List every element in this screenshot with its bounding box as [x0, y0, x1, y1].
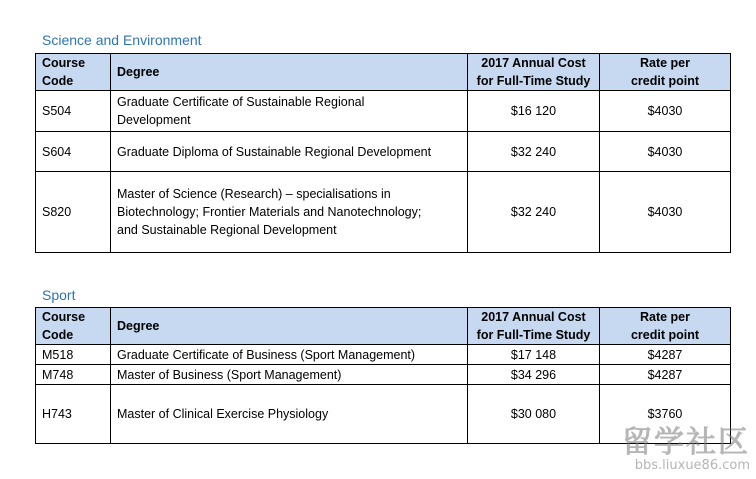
annual-cost: $34 296 — [468, 365, 600, 385]
degree-name — [111, 91, 468, 132]
fees-table-science — [35, 53, 731, 253]
degree-name: Master of Clinical Exercise Physiology — [111, 385, 468, 444]
header-rate-line1: Rate per — [639, 56, 691, 70]
header-course-code-line1: Course — [42, 310, 86, 324]
header-course-code-line2: Code — [42, 74, 74, 88]
credit-point-rate: $4287 — [600, 345, 731, 365]
header-annual-cost-line2: for Full-Time Study — [476, 74, 591, 88]
course-code: S604 — [36, 132, 111, 172]
table-header-row — [36, 54, 731, 91]
degree-line: Graduate Diploma of Sustainable Regional Development — [117, 144, 432, 159]
credit-point-rate: $3760 — [600, 385, 731, 444]
degree-name — [111, 172, 468, 253]
course-code: M748 — [36, 365, 111, 385]
annual-cost: $30 080 — [468, 385, 600, 444]
header-rate-line2: credit point — [630, 74, 700, 88]
degree-name: Master of Business (Sport Management) — [111, 365, 468, 385]
header-rate — [600, 308, 731, 345]
header-degree: Degree — [111, 308, 468, 345]
credit-point-rate: $4287 — [600, 365, 731, 385]
credit-point-rate: $4030 — [600, 132, 731, 172]
course-code: S504 — [36, 91, 111, 132]
header-rate-line1: Rate per — [639, 310, 691, 324]
degree-line: Development — [117, 113, 191, 127]
header-course-code — [36, 308, 111, 345]
annual-cost: $32 240 — [468, 172, 600, 253]
course-code: S820 — [36, 172, 111, 253]
degree-name: Graduate Certificate of Business (Sport Management) — [111, 345, 468, 365]
degree-name — [111, 132, 468, 172]
section-title-sport: Sport — [42, 287, 76, 303]
watermark-logo — [622, 427, 750, 473]
table-row — [36, 91, 731, 132]
watermark-main-text: 留学社区 — [622, 425, 750, 460]
header-annual-cost — [468, 54, 600, 91]
header-course-code-line1: Course — [42, 56, 86, 70]
table-row — [36, 132, 731, 172]
table-row — [36, 365, 731, 385]
degree-line: and Sustainable Regional Development — [117, 223, 337, 237]
header-course-code-line2: Code — [42, 328, 74, 342]
credit-point-rate: $4030 — [600, 172, 731, 253]
fees-table-sport — [35, 307, 731, 444]
course-code: M518 — [36, 345, 111, 365]
header-annual-cost-line1: 2017 Annual Cost — [481, 310, 586, 324]
header-degree: Degree — [111, 54, 468, 91]
header-annual-cost — [468, 308, 600, 345]
annual-cost: $16 120 — [468, 91, 600, 132]
degree-line: Graduate Certificate of Sustainable Regional — [117, 95, 365, 109]
credit-point-rate: $4030 — [600, 91, 731, 132]
header-rate — [600, 54, 731, 91]
course-code: H743 — [36, 385, 111, 444]
header-course-code — [36, 54, 111, 91]
degree-line: Biotechnology; Frontier Materials and Nanotechnology; — [117, 205, 422, 219]
header-rate-line2: credit point — [630, 328, 700, 342]
table-header-row — [36, 308, 731, 345]
section-title-science: Science and Environment — [42, 32, 202, 48]
annual-cost: $17 148 — [468, 345, 600, 365]
degree-line: Master of Science (Research) – specialisations in — [117, 187, 391, 201]
annual-cost: $32 240 — [468, 132, 600, 172]
header-annual-cost-line1: 2017 Annual Cost — [481, 56, 586, 70]
table-row — [36, 172, 731, 253]
table-row — [36, 345, 731, 365]
header-annual-cost-line2: for Full-Time Study — [476, 328, 591, 342]
watermark-url-text: bbs.liuxue86.com — [634, 458, 750, 473]
